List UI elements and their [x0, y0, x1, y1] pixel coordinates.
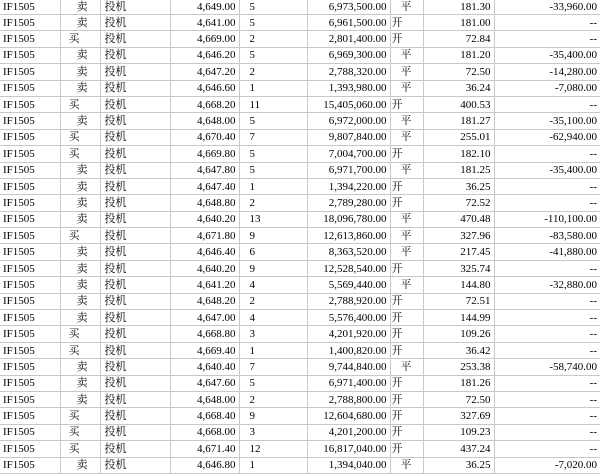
contract-cell: IF1505: [0, 244, 60, 260]
price-cell: 4,668.80: [170, 326, 239, 342]
open-close-cell: 平: [390, 47, 423, 63]
fee-cell: 327.69: [423, 408, 494, 424]
table-row[interactable]: [0, 113, 600, 129]
contract-cell: IF1505: [0, 96, 60, 112]
open-close-cell: 开: [390, 441, 423, 457]
price-cell: 4,640.20: [170, 211, 239, 227]
fee-cell: 72.51: [423, 293, 494, 309]
amount-cell: 1,400,820.00: [307, 342, 390, 358]
fee-cell: 72.50: [423, 391, 494, 407]
table-row[interactable]: [0, 162, 600, 178]
volume-cell: 2: [239, 64, 307, 80]
side-cell: 卖: [60, 195, 100, 211]
price-cell: 4,647.60: [170, 375, 239, 391]
side-cell: 买: [60, 408, 100, 424]
price-cell: 4,669.40: [170, 342, 239, 358]
amount-cell: 6,972,000.00: [307, 113, 390, 129]
amount-cell: 7,004,700.00: [307, 146, 390, 162]
price-cell: 4,668.20: [170, 96, 239, 112]
volume-cell: 5: [239, 146, 307, 162]
side-cell: 卖: [60, 277, 100, 293]
hedge-type-cell: 投机: [100, 47, 170, 63]
hedge-type-cell: 投机: [100, 80, 170, 96]
open-close-cell: 平: [390, 211, 423, 227]
side-cell: 卖: [60, 64, 100, 80]
table-row[interactable]: [0, 96, 600, 112]
contract-cell: IF1505: [0, 129, 60, 145]
side-cell: 卖: [60, 15, 100, 31]
hedge-type-cell: 投机: [100, 244, 170, 260]
table-row[interactable]: [0, 80, 600, 96]
contract-cell: IF1505: [0, 457, 60, 473]
open-close-cell: 开: [390, 195, 423, 211]
contract-cell: IF1505: [0, 64, 60, 80]
fee-cell: 36.25: [423, 178, 494, 194]
contract-cell: IF1505: [0, 260, 60, 276]
contract-cell: IF1505: [0, 113, 60, 129]
table-row[interactable]: [0, 195, 600, 211]
contract-cell: IF1505: [0, 342, 60, 358]
fee-cell: 181.00: [423, 15, 494, 31]
fee-cell: 325.74: [423, 260, 494, 276]
fee-cell: 72.50: [423, 64, 494, 80]
price-cell: 4,640.20: [170, 260, 239, 276]
side-cell: 卖: [60, 80, 100, 96]
contract-cell: IF1505: [0, 375, 60, 391]
fee-cell: 36.42: [423, 342, 494, 358]
fee-cell: 182.10: [423, 146, 494, 162]
table-row[interactable]: [0, 0, 600, 15]
table-row[interactable]: [0, 441, 600, 457]
volume-cell: 7: [239, 359, 307, 375]
volume-cell: 12: [239, 441, 307, 457]
table-row[interactable]: [0, 211, 600, 227]
fee-cell: 217.45: [423, 244, 494, 260]
fee-cell: 36.24: [423, 80, 494, 96]
amount-cell: 8,363,520.00: [307, 244, 390, 260]
amount-cell: 16,817,040.00: [307, 441, 390, 457]
volume-cell: 5: [239, 47, 307, 63]
fee-cell: 181.25: [423, 162, 494, 178]
side-cell: 卖: [60, 375, 100, 391]
side-cell: 卖: [60, 310, 100, 326]
amount-cell: 6,961,500.00: [307, 15, 390, 31]
open-close-cell: 开: [390, 96, 423, 112]
close-pnl-cell: -62,940.00: [494, 129, 600, 145]
table-row[interactable]: [0, 277, 600, 293]
side-cell: 卖: [60, 244, 100, 260]
contract-cell: IF1505: [0, 195, 60, 211]
hedge-type-cell: 投机: [100, 211, 170, 227]
price-cell: 4,671.80: [170, 228, 239, 244]
open-close-cell: 开: [390, 310, 423, 326]
contract-cell: IF1505: [0, 162, 60, 178]
volume-cell: 1: [239, 80, 307, 96]
contract-cell: IF1505: [0, 31, 60, 47]
price-cell: 4,649.00: [170, 0, 239, 15]
contract-cell: IF1505: [0, 326, 60, 342]
amount-cell: 18,096,780.00: [307, 211, 390, 227]
table-row[interactable]: [0, 375, 600, 391]
hedge-type-cell: 投机: [100, 391, 170, 407]
amount-cell: 2,801,400.00: [307, 31, 390, 47]
hedge-type-cell: 投机: [100, 0, 170, 15]
side-cell: 卖: [60, 0, 100, 15]
contract-cell: IF1505: [0, 408, 60, 424]
volume-cell: 9: [239, 228, 307, 244]
close-pnl-cell: -32,880.00: [494, 277, 600, 293]
close-pnl-cell: --: [494, 310, 600, 326]
close-pnl-cell: -35,100.00: [494, 113, 600, 129]
contract-cell: IF1505: [0, 391, 60, 407]
fee-cell: 400.53: [423, 96, 494, 112]
volume-cell: 13: [239, 211, 307, 227]
close-pnl-cell: -58,740.00: [494, 359, 600, 375]
price-cell: 4,648.00: [170, 113, 239, 129]
fee-cell: 144.80: [423, 277, 494, 293]
amount-cell: 12,613,860.00: [307, 228, 390, 244]
open-close-cell: 开: [390, 408, 423, 424]
contract-cell: IF1505: [0, 359, 60, 375]
hedge-type-cell: 投机: [100, 64, 170, 80]
price-cell: 4,671.40: [170, 441, 239, 457]
volume-cell: 4: [239, 310, 307, 326]
table-row[interactable]: [0, 342, 600, 358]
volume-cell: 3: [239, 424, 307, 440]
close-pnl-cell: --: [494, 260, 600, 276]
hedge-type-cell: 投机: [100, 260, 170, 276]
open-close-cell: 平: [390, 228, 423, 244]
price-cell: 4,647.00: [170, 310, 239, 326]
price-cell: 4,669.80: [170, 146, 239, 162]
price-cell: 4,647.40: [170, 178, 239, 194]
close-pnl-cell: -7,080.00: [494, 80, 600, 96]
volume-cell: 2: [239, 391, 307, 407]
fee-cell: 181.26: [423, 375, 494, 391]
price-cell: 4,646.60: [170, 80, 239, 96]
close-pnl-cell: --: [494, 391, 600, 407]
contract-cell: IF1505: [0, 277, 60, 293]
amount-cell: 6,971,400.00: [307, 375, 390, 391]
fee-cell: 144.99: [423, 310, 494, 326]
open-close-cell: 开: [390, 146, 423, 162]
price-cell: 4,668.40: [170, 408, 239, 424]
amount-cell: 15,405,060.00: [307, 96, 390, 112]
amount-cell: 9,744,840.00: [307, 359, 390, 375]
fee-cell: 109.23: [423, 424, 494, 440]
fee-cell: 181.30: [423, 0, 494, 15]
amount-cell: 12,528,540.00: [307, 260, 390, 276]
side-cell: 卖: [60, 391, 100, 407]
fee-cell: 470.48: [423, 211, 494, 227]
hedge-type-cell: 投机: [100, 113, 170, 129]
fee-cell: 181.20: [423, 47, 494, 63]
volume-cell: 1: [239, 178, 307, 194]
table-row[interactable]: [0, 408, 600, 424]
close-pnl-cell: --: [494, 15, 600, 31]
amount-cell: 6,971,700.00: [307, 162, 390, 178]
fee-cell: 181.27: [423, 113, 494, 129]
volume-cell: 5: [239, 15, 307, 31]
close-pnl-cell: --: [494, 195, 600, 211]
open-close-cell: 开: [390, 15, 423, 31]
hedge-type-cell: 投机: [100, 277, 170, 293]
table-row[interactable]: [0, 457, 600, 473]
price-cell: 4,669.00: [170, 31, 239, 47]
volume-cell: 9: [239, 408, 307, 424]
open-close-cell: 平: [390, 0, 423, 15]
contract-cell: IF1505: [0, 47, 60, 63]
amount-cell: 2,788,920.00: [307, 293, 390, 309]
side-cell: 买: [60, 441, 100, 457]
open-close-cell: 平: [390, 80, 423, 96]
open-close-cell: 开: [390, 342, 423, 358]
side-cell: 买: [60, 146, 100, 162]
contract-cell: IF1505: [0, 80, 60, 96]
hedge-type-cell: 投机: [100, 96, 170, 112]
table-row[interactable]: [0, 359, 600, 375]
side-cell: 卖: [60, 359, 100, 375]
close-pnl-cell: -33,960.00: [494, 0, 600, 15]
fee-cell: 327.96: [423, 228, 494, 244]
contract-cell: IF1505: [0, 310, 60, 326]
contract-cell: IF1505: [0, 178, 60, 194]
open-close-cell: 平: [390, 113, 423, 129]
hedge-type-cell: 投机: [100, 293, 170, 309]
volume-cell: 1: [239, 457, 307, 473]
hedge-type-cell: 投机: [100, 31, 170, 47]
price-cell: 4,647.80: [170, 162, 239, 178]
amount-cell: 1,393,980.00: [307, 80, 390, 96]
amount-cell: 4,201,200.00: [307, 424, 390, 440]
table-row[interactable]: [0, 129, 600, 145]
side-cell: 买: [60, 326, 100, 342]
price-cell: 4,646.80: [170, 457, 239, 473]
hedge-type-cell: 投机: [100, 408, 170, 424]
fee-cell: 109.26: [423, 326, 494, 342]
amount-cell: 6,969,300.00: [307, 47, 390, 63]
contract-cell: IF1505: [0, 15, 60, 31]
price-cell: 4,670.40: [170, 129, 239, 145]
volume-cell: 5: [239, 162, 307, 178]
close-pnl-cell: -35,400.00: [494, 162, 600, 178]
price-cell: 4,648.20: [170, 293, 239, 309]
side-cell: 卖: [60, 260, 100, 276]
volume-cell: 6: [239, 244, 307, 260]
amount-cell: 2,788,320.00: [307, 64, 390, 80]
amount-cell: 12,604,680.00: [307, 408, 390, 424]
price-cell: 4,648.80: [170, 195, 239, 211]
close-pnl-cell: -41,880.00: [494, 244, 600, 260]
table-row[interactable]: [0, 424, 600, 440]
open-close-cell: 开: [390, 375, 423, 391]
hedge-type-cell: 投机: [100, 375, 170, 391]
open-close-cell: 开: [390, 178, 423, 194]
side-cell: 买: [60, 129, 100, 145]
close-pnl-cell: --: [494, 31, 600, 47]
open-close-cell: 开: [390, 326, 423, 342]
price-cell: 4,646.20: [170, 47, 239, 63]
table-row[interactable]: [0, 178, 600, 194]
volume-cell: 11: [239, 96, 307, 112]
hedge-type-cell: 投机: [100, 195, 170, 211]
volume-cell: 4: [239, 277, 307, 293]
contract-cell: IF1505: [0, 146, 60, 162]
price-cell: 4,648.00: [170, 391, 239, 407]
close-pnl-cell: -35,400.00: [494, 47, 600, 63]
amount-cell: 6,973,500.00: [307, 0, 390, 15]
hedge-type-cell: 投机: [100, 15, 170, 31]
side-cell: 买: [60, 96, 100, 112]
table-row[interactable]: [0, 228, 600, 244]
fee-cell: 437.24: [423, 441, 494, 457]
amount-cell: 9,807,840.00: [307, 129, 390, 145]
close-pnl-cell: --: [494, 326, 600, 342]
open-close-cell: 开: [390, 31, 423, 47]
table-row[interactable]: [0, 310, 600, 326]
fee-cell: 36.25: [423, 457, 494, 473]
volume-cell: 5: [239, 0, 307, 15]
open-close-cell: 平: [390, 359, 423, 375]
side-cell: 卖: [60, 211, 100, 227]
table-row[interactable]: [0, 260, 600, 276]
open-close-cell: 平: [390, 244, 423, 260]
side-cell: 买: [60, 424, 100, 440]
side-cell: 买: [60, 228, 100, 244]
open-close-cell: 开: [390, 391, 423, 407]
open-close-cell: 平: [390, 129, 423, 145]
volume-cell: 2: [239, 31, 307, 47]
table-row[interactable]: [0, 47, 600, 63]
volume-cell: 3: [239, 326, 307, 342]
hedge-type-cell: 投机: [100, 162, 170, 178]
close-pnl-cell: --: [494, 375, 600, 391]
hedge-type-cell: 投机: [100, 342, 170, 358]
price-cell: 4,640.40: [170, 359, 239, 375]
close-pnl-cell: --: [494, 441, 600, 457]
fee-cell: 255.01: [423, 129, 494, 145]
table-row[interactable]: [0, 146, 600, 162]
hedge-type-cell: 投机: [100, 441, 170, 457]
hedge-type-cell: 投机: [100, 129, 170, 145]
open-close-cell: 平: [390, 457, 423, 473]
volume-cell: 9: [239, 260, 307, 276]
amount-cell: 1,394,040.00: [307, 457, 390, 473]
volume-cell: 5: [239, 113, 307, 129]
hedge-type-cell: 投机: [100, 310, 170, 326]
side-cell: 卖: [60, 457, 100, 473]
volume-cell: 1: [239, 342, 307, 358]
open-close-cell: 平: [390, 162, 423, 178]
amount-cell: 1,394,220.00: [307, 178, 390, 194]
close-pnl-cell: --: [494, 146, 600, 162]
close-pnl-cell: -110,100.00: [494, 211, 600, 227]
table-row[interactable]: [0, 326, 600, 342]
contract-cell: IF1505: [0, 424, 60, 440]
amount-cell: 2,789,280.00: [307, 195, 390, 211]
hedge-type-cell: 投机: [100, 326, 170, 342]
volume-cell: 2: [239, 195, 307, 211]
close-pnl-cell: --: [494, 408, 600, 424]
hedge-type-cell: 投机: [100, 457, 170, 473]
hedge-type-cell: 投机: [100, 424, 170, 440]
side-cell: 买: [60, 342, 100, 358]
price-cell: 4,646.40: [170, 244, 239, 260]
open-close-cell: 平: [390, 64, 423, 80]
close-pnl-cell: --: [494, 424, 600, 440]
price-cell: 4,647.20: [170, 64, 239, 80]
side-cell: 卖: [60, 293, 100, 309]
close-pnl-cell: -7,020.00: [494, 457, 600, 473]
hedge-type-cell: 投机: [100, 228, 170, 244]
fee-cell: 253.38: [423, 359, 494, 375]
open-close-cell: 开: [390, 293, 423, 309]
amount-cell: 5,576,400.00: [307, 310, 390, 326]
hedge-type-cell: 投机: [100, 146, 170, 162]
close-pnl-cell: -83,580.00: [494, 228, 600, 244]
table-row[interactable]: [0, 31, 600, 47]
open-close-cell: 平: [390, 277, 423, 293]
amount-cell: 4,201,920.00: [307, 326, 390, 342]
side-cell: 卖: [60, 113, 100, 129]
side-cell: 买: [60, 31, 100, 47]
close-pnl-cell: --: [494, 96, 600, 112]
fee-cell: 72.84: [423, 31, 494, 47]
close-pnl-cell: -14,280.00: [494, 64, 600, 80]
open-close-cell: 开: [390, 424, 423, 440]
hedge-type-cell: 投机: [100, 178, 170, 194]
volume-cell: 5: [239, 375, 307, 391]
price-cell: 4,641.00: [170, 15, 239, 31]
volume-cell: 7: [239, 129, 307, 145]
amount-cell: 2,788,800.00: [307, 391, 390, 407]
open-close-cell: 开: [390, 260, 423, 276]
table-row[interactable]: [0, 244, 600, 260]
price-cell: 4,641.20: [170, 277, 239, 293]
fee-cell: 72.52: [423, 195, 494, 211]
hedge-type-cell: 投机: [100, 359, 170, 375]
price-cell: 4,668.00: [170, 424, 239, 440]
contract-cell: IF1505: [0, 228, 60, 244]
contract-cell: IF1505: [0, 293, 60, 309]
side-cell: 卖: [60, 47, 100, 63]
side-cell: 卖: [60, 162, 100, 178]
close-pnl-cell: --: [494, 178, 600, 194]
close-pnl-cell: --: [494, 342, 600, 358]
amount-cell: 5,569,440.00: [307, 277, 390, 293]
table-row[interactable]: [0, 64, 600, 80]
volume-cell: 2: [239, 293, 307, 309]
contract-cell: IF1505: [0, 441, 60, 457]
contract-cell: IF1505: [0, 211, 60, 227]
close-pnl-cell: --: [494, 293, 600, 309]
table-row[interactable]: [0, 15, 600, 31]
contract-cell: IF1505: [0, 0, 60, 15]
side-cell: 卖: [60, 178, 100, 194]
table-row[interactable]: [0, 293, 600, 309]
